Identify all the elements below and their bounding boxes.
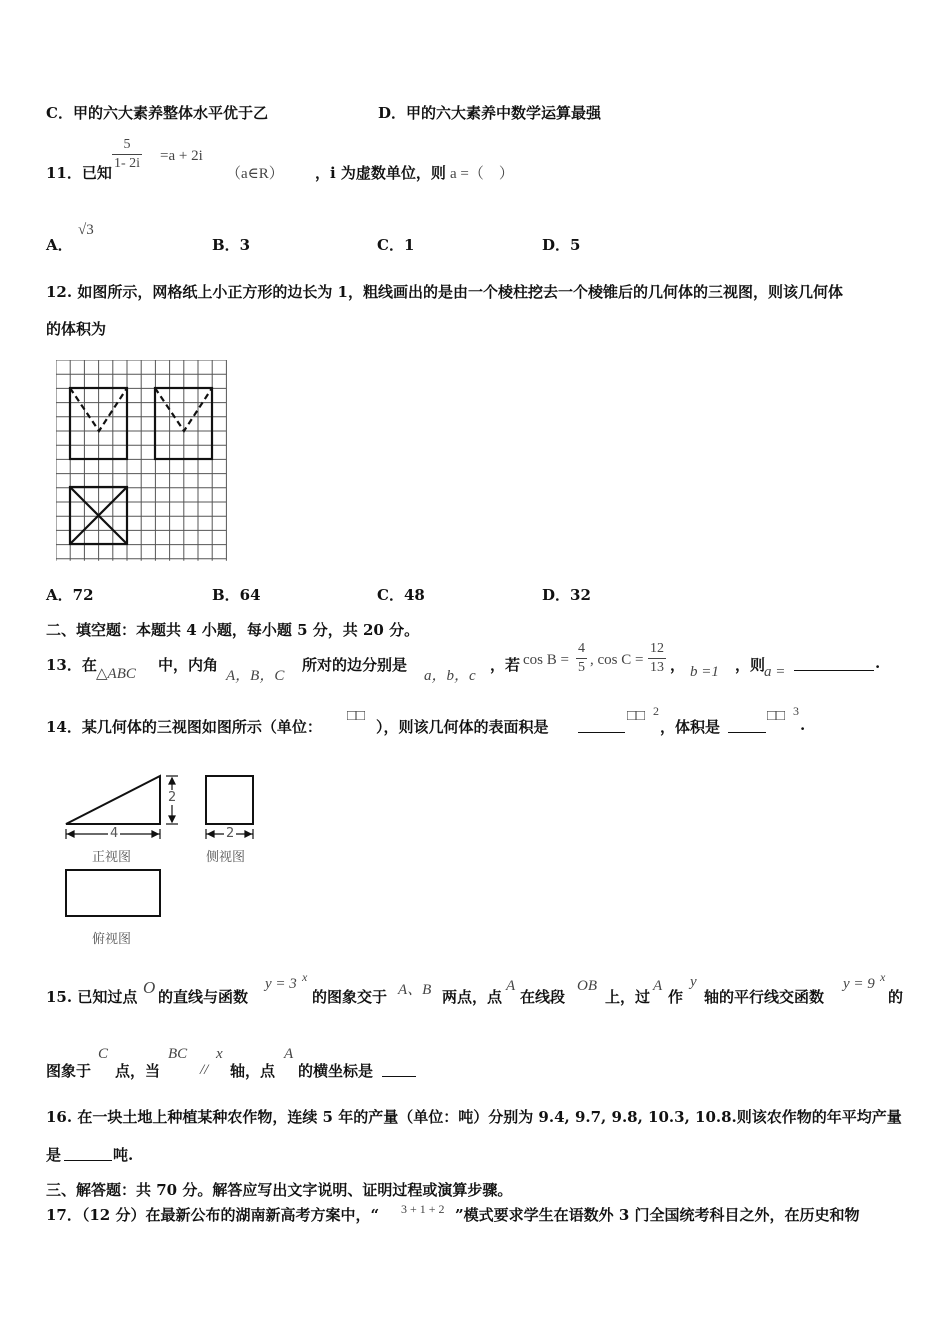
q14-caption-side: 侧视图: [206, 850, 246, 865]
q15-a2: A: [653, 978, 663, 994]
q14-dim-height: 2: [168, 790, 177, 805]
q15-o: O: [143, 978, 156, 997]
q13-comma: ，: [670, 656, 686, 674]
q13-b-value: b =1: [690, 664, 719, 680]
q15-t7: 作: [668, 988, 684, 1006]
q14-text1: 14．某几何体的三视图如图所示（单位：: [46, 718, 322, 736]
q11-condition: （a∈R）: [226, 166, 284, 182]
q13-frac1-den: 5: [578, 660, 585, 675]
q11-option-a-value: √3: [78, 222, 94, 238]
q11-option-c: C．1: [377, 236, 415, 254]
q14-area-sup: 2: [653, 704, 659, 718]
q13-cosb: cos B =: [523, 652, 569, 668]
side-view-square: [206, 776, 253, 824]
q14-volume-blank[interactable]: [728, 732, 766, 733]
q15-bc: BC: [168, 1046, 188, 1062]
q13-frac1: [576, 640, 587, 677]
section3-title: 三、解答题：共 70 分。解答应写出文字说明、证明过程或演算步骤。: [46, 1181, 513, 1199]
q11-ask: a =（ ）: [450, 166, 514, 182]
q17-mode: 3 + 1 + 2: [401, 1202, 445, 1216]
q15-t8: 轴的平行线交函数: [704, 988, 825, 1006]
q14-volume-sup: 3: [793, 704, 799, 718]
q13-frac1-num: 4: [576, 640, 587, 659]
q15-t3: 的图象交于: [312, 988, 388, 1006]
q15-l2c: 轴，点: [230, 1062, 276, 1080]
q15-c: C: [98, 1046, 109, 1062]
q11-option-d: D．5: [542, 236, 581, 254]
q14-dim-side: 2: [226, 826, 235, 841]
q15-t9: 的: [888, 988, 904, 1006]
q15-ab: A、B: [398, 982, 432, 998]
q15-y: y: [690, 974, 697, 990]
q13-frac2-num: 12: [648, 640, 666, 659]
q15-ob: OB: [577, 978, 597, 994]
q15-f2: y = 9: [843, 976, 875, 992]
q13-text4: ，则: [735, 656, 766, 674]
q13-text1: 中，内角: [158, 656, 219, 674]
q12-grid-figure: [56, 360, 228, 562]
q12-option-b: B．64: [212, 586, 261, 604]
q17-t1: 17．（12 分）在最新公布的湖南新高考方案中，“: [46, 1206, 380, 1224]
q11-rhs: =a + 2i: [160, 148, 203, 164]
q11-number: 11．已知: [46, 164, 112, 182]
q12-option-c: C．48: [377, 586, 425, 604]
q15-parallel: //: [200, 1062, 209, 1078]
q14-three-view-figure: [60, 770, 260, 920]
q14-text3: ，体积是: [660, 718, 721, 736]
q15-f2-sup: x: [880, 970, 886, 984]
q14-area-unit: □□: [627, 708, 646, 724]
q12-stem-line2: 的体积为: [46, 320, 107, 338]
q15-a3: A: [284, 1046, 294, 1062]
q14-area-blank[interactable]: [578, 732, 625, 733]
q14-caption-front: 正视图: [92, 850, 132, 865]
q17-t2: ”模式要求学生在语数外 3 门全国统考科目之外，在历史和物: [455, 1206, 860, 1224]
q14-unit: □□: [347, 708, 366, 724]
q15-t1: 15. 已知过点: [46, 988, 138, 1006]
q15-a: A: [506, 978, 516, 994]
q13-answer-blank[interactable]: [794, 670, 874, 671]
top-view-rectangle: [66, 870, 160, 916]
q15-t2: 的直线与函数: [158, 988, 249, 1006]
q15-t5: 在线段: [520, 988, 566, 1006]
q16-answer-blank[interactable]: [64, 1160, 112, 1161]
q15-l2a: 图象于: [46, 1062, 92, 1080]
q13-text3: ，若: [490, 656, 521, 674]
q12-option-d: D．32: [542, 586, 591, 604]
q14-end: .: [800, 716, 806, 734]
q14-dim-width: 4: [110, 826, 119, 841]
q15-f1-sup: x: [302, 970, 308, 984]
q15-f1: y = 3: [265, 976, 297, 992]
q13-frac2: [648, 640, 666, 677]
q13-cosc: , cos C =: [590, 652, 644, 668]
q16-line1: 16. 在一块土地上种植某种农作物，连续 5 年的产量（单位：吨）分别为 9.4, 9.7, 9.8, 10.3, 10.8.则该农作物的年平均产量: [46, 1108, 902, 1126]
q13-angles: A，B，C: [226, 668, 285, 684]
q11-frac-num: 5: [112, 136, 142, 155]
q13-sides: a，b，c: [424, 668, 476, 684]
q10-option-d: D．甲的六大素养中数学运算最强: [378, 104, 602, 122]
q11-frac-den: 1- 2i: [114, 156, 141, 171]
q12-stem-line1: 12. 如图所示，网格纸上小正方形的边长为 1，粗线画出的是由一个棱柱挖去一个棱锥后的几何体的三视图，则该几何体: [46, 283, 843, 301]
q11-text: ，i 为虚数单位，则: [315, 164, 446, 182]
q15-t4: 两点，点: [442, 988, 503, 1006]
q13-frac2-den: 13: [650, 660, 664, 675]
section2-title: 二、填空题：本题共 4 小题，每小题 5 分，共 20 分。: [46, 621, 420, 639]
q15-l2d: 的横坐标是: [298, 1062, 374, 1080]
q14-volume-unit: □□: [767, 708, 786, 724]
q15-x: x: [216, 1046, 223, 1062]
q15-t6: 上，过: [605, 988, 651, 1006]
q11-option-b: B．3: [212, 236, 251, 254]
q14-text2: ），则该几何体的表面积是: [376, 718, 549, 736]
q16-line2a: 是: [46, 1146, 62, 1164]
q11-fraction: [112, 136, 142, 173]
q13-a-eq: a =: [764, 664, 786, 680]
q15-answer-blank[interactable]: [382, 1076, 416, 1077]
q13-end: .: [875, 654, 881, 672]
q15-l2b: 点，当: [115, 1062, 161, 1080]
q13-number: 13．在: [46, 656, 97, 674]
q16-line2b: 吨.: [113, 1146, 134, 1164]
q14-caption-top: 俯视图: [92, 932, 132, 947]
q12-option-a: A．72: [46, 586, 94, 604]
q11-option-a-label: A．: [46, 236, 73, 254]
q10-option-c: C．甲的六大素养整体水平优于乙: [46, 104, 268, 122]
grid-lines: [56, 360, 226, 561]
q13-text2: 所对的边分别是: [302, 656, 408, 674]
front-view-triangle: [66, 776, 160, 824]
q13-triangle: △ABC: [96, 666, 136, 682]
